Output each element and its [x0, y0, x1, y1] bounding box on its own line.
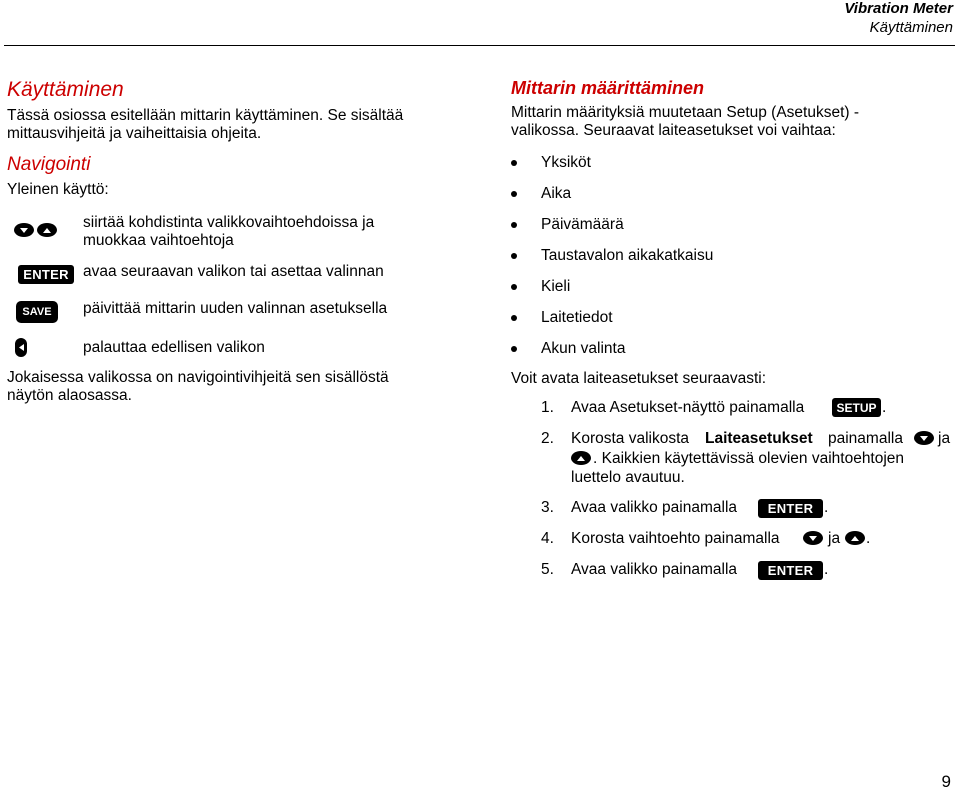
- step-number: 2.: [541, 430, 554, 447]
- setup-intro-line1: Mittarin määrityksiä muutetaan Setup (Asetukset) -: [511, 104, 860, 121]
- step-number: 4.: [541, 530, 554, 547]
- navigation-hint-line1: Jokaisessa valikossa on navigointivihjeitä sen sisällöstä: [7, 369, 389, 386]
- setup-key-icon: SETUP: [832, 398, 881, 417]
- step-3-end: .: [824, 499, 829, 516]
- nav-item-desc-arrows-line2: muokkaa vaihtoehtoja: [83, 232, 234, 249]
- up-arrow-key-icon: [845, 531, 865, 545]
- step-2-bold-laiteasetukset: Laiteasetukset: [705, 430, 813, 447]
- step-3-text: Avaa valikko painamalla: [571, 499, 738, 516]
- document-title: Vibration Meter: [844, 0, 953, 17]
- intro-text-line2: mittausvihjeitä ja vaiheittaisia ohjeita.: [7, 125, 262, 142]
- enter-key-icon: ENTER: [758, 561, 823, 580]
- bullet-icon: [511, 253, 517, 259]
- step-4-ja: ja: [828, 530, 841, 547]
- back-key-icon: [15, 338, 27, 357]
- section-heading-navigointi: Navigointi: [7, 154, 91, 175]
- steps-intro: Voit avata laiteasetukset seuraavasti:: [511, 370, 767, 387]
- header-divider: [4, 45, 955, 46]
- bullet-icon: [511, 346, 517, 352]
- bullet-icon: [511, 315, 517, 321]
- enter-key-icon: ENTER: [18, 265, 74, 284]
- step-4-end: .: [866, 530, 871, 547]
- setting-item: Kieli: [541, 278, 571, 295]
- up-arrow-key-icon: [37, 223, 57, 237]
- intro-text-line1: Tässä osiossa esitellään mittarin käyttäminen. Se sisältää: [7, 107, 404, 124]
- setting-item: Taustavalon aikakatkaisu: [541, 247, 714, 264]
- general-use-label: Yleinen käyttö:: [7, 181, 109, 198]
- step-2-text-pre: Korosta valikosta: [571, 430, 690, 447]
- step-2-text-mid: painamalla: [828, 430, 903, 447]
- section-heading-kayttaminen: Käyttäminen: [7, 78, 124, 101]
- enter-key-icon: ENTER: [758, 499, 823, 518]
- step-4-text: Korosta vaihtoehto painamalla: [571, 530, 780, 547]
- nav-item-desc-back: palauttaa edellisen valikon: [83, 339, 265, 356]
- bullet-icon: [511, 191, 517, 197]
- section-heading-mittarin-maarittaminen: Mittarin määrittäminen: [511, 78, 705, 98]
- down-arrow-key-icon: [803, 531, 823, 545]
- bullet-icon: [511, 222, 517, 228]
- setting-item: Aika: [541, 185, 572, 202]
- nav-item-desc-enter: avaa seuraavan valikon tai asettaa valinnan: [83, 263, 384, 280]
- up-arrow-key-icon: [571, 451, 591, 465]
- navigation-hint-line2: näytön alaosassa.: [7, 387, 132, 404]
- setting-item: Laitetiedot: [541, 309, 613, 326]
- step-number: 3.: [541, 499, 554, 516]
- step-1-text: Avaa Asetukset-näyttö painamalla: [571, 399, 805, 416]
- save-key-icon: SAVE: [16, 301, 58, 323]
- nav-item-desc-arrows-line1: siirtää kohdistinta valikkovaihtoehdoissa ja: [83, 214, 375, 231]
- down-arrow-key-icon: [14, 223, 34, 237]
- step-2-line2: . Kaikkien käytettävissä olevien vaihtoehtojen: [593, 450, 905, 467]
- step-2-line3: luettelo avautuu.: [571, 469, 685, 486]
- setting-item: Yksiköt: [541, 154, 591, 171]
- step-5-end: .: [824, 561, 829, 578]
- page-number: 9: [941, 772, 951, 791]
- setup-intro-line2: valikossa. Seuraavat laiteasetukset voi vaihtaa:: [511, 122, 836, 139]
- step-1-end: .: [882, 399, 887, 416]
- step-number: 5.: [541, 561, 554, 578]
- setting-item: Päivämäärä: [541, 216, 624, 233]
- step-5-text: Avaa valikko painamalla: [571, 561, 738, 578]
- step-number: 1.: [541, 399, 554, 416]
- nav-item-desc-save: päivittää mittarin uuden valinnan asetuksella: [83, 300, 388, 317]
- down-arrow-key-icon: [914, 431, 934, 445]
- step-2-ja: ja: [938, 430, 951, 447]
- bullet-icon: [511, 160, 517, 166]
- setting-item: Akun valinta: [541, 340, 626, 357]
- document-subtitle: Käyttäminen: [869, 19, 953, 36]
- bullet-icon: [511, 284, 517, 290]
